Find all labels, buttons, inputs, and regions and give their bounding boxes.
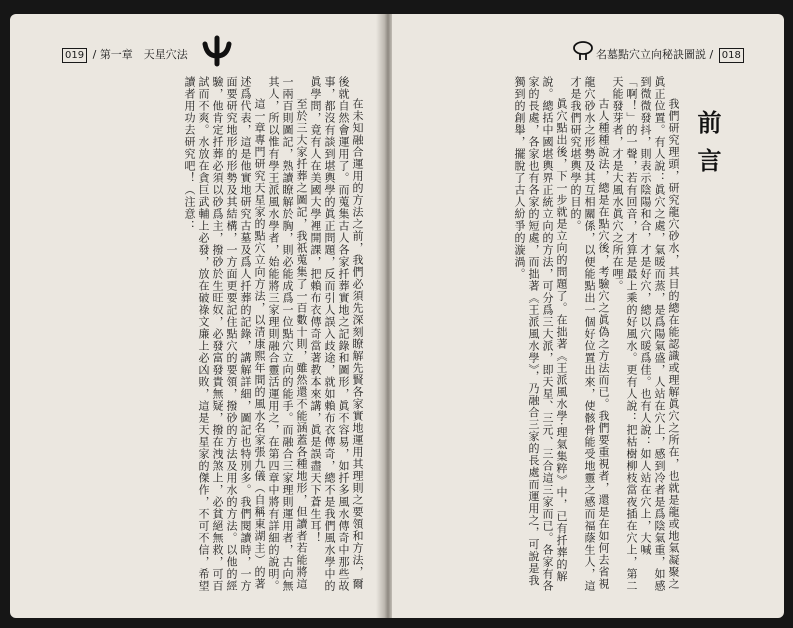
left-paragraph: 這一章專門研究天星家的點穴立向方法，以清康熙年間的風水名家張九儀（自稱東湖主）的著述爲代表，這是他實地研究古墓及爲人扦葬的記錄，講解詳細，圖記也特別多。我們閱讀時，一方面要研究地形的形勢及其結構，一方面更要記住點穴的要領，撥砂的方法及用水的方法。以他的經驗，他肯定扦葬必須以砂爲主，撥砂於生旺奴，必發富發貴無疑，撥在洩煞上，必貧絕無救，可百試而不爽。水放在貪巨武輔上必發，放在破祿文廉上必凶敗，這是天星家的傑作，不可不信，希望讀者用功去研究吧！（注意：	[183, 76, 266, 592]
chapter-header: 第一章 天星穴法	[99, 48, 188, 61]
right-page	[392, 14, 784, 618]
chapter-emblem-icon	[200, 34, 234, 68]
left-page	[10, 14, 384, 618]
left-page-number: 019	[62, 48, 87, 63]
book-emblem-icon	[572, 40, 594, 62]
preface-title: 前言	[693, 110, 722, 186]
left-page-body	[32, 76, 364, 596]
book-header: 名墓點穴立向秘訣圖説	[596, 48, 706, 61]
right-paragraph: 古人種種說法，總是在點穴後，考驗穴之眞偽之方法而已。我們要重視者，還是在如何去省視龍穴砂水之形勢及其互相關係，以便能點出一個好位置出來，使骸骨能受地靈之感而福蔭生人，這才是我們研究堪輿學的目的。	[569, 76, 610, 592]
left-paragraph: 至於三大家扦葬之圖記，我祇蒐集了一百數十則，雖然還不能涵蓋各種地形，但讀者若能將這一兩百則圖記，熟讀瞭解於胸，則必能成爲一位點穴立向的能手。而融合三家理則運用者，古向無其人，所以惟有學王派風水學者，始能將三家理則融合靈活運用之，在第四章中將有詳細的說明。	[267, 76, 308, 592]
left-paragraph: 在未知融合運用的方法之前，我們必須先深刻瞭解先賢各家實地運用其理則之要領和方法，爾後就自然會運用了。而蒐集古人各家扦葬實地之記錄和圖形，眞不容易，如扦多風水傳奇中那些故事，都沒有談到堪輿學的眞正問題，反而引人誤入歧途，就如賴布衣傳奇，總不是我們風水學中的眞學問，竟有人在美國大學裡開課，把賴布衣傳奇當著教本來講，眞是誤盡天下蒼生耳！	[309, 76, 364, 592]
left-page-header: 019 / 第一章 天星穴法	[60, 46, 188, 63]
right-page-body	[416, 76, 680, 596]
right-paragraph: 我們研究理頭，研究龍穴砂水，其目的總在能認識或理解眞穴之所在，也就是龍或地氣凝聚之眞正位置。有人說：眞穴之處，氣暖而蒸，是爲陽氣盛，人站在穴上，感到冷者是爲陰氣重，如感到微微發抖，則表示陰陽和合，才是好穴，總以穴暖爲佳。也有人說：如人站在穴上，大喊「啊！」的一聲，若有回音，才算是最上乘的好風水。更有人說：把枯樹柳枝當夜插在穴上，第二天能發芽者，才是大風水眞穴之所在哩。	[611, 76, 680, 592]
right-paragraph: 眞穴點出後，下一步就是立向的問題了。在拙著《王派風水學·理氣集粹》中，已有扦葬的解說。總括中國堪輿界正統立向的方法，可分爲三大派，即天星、三元、三合這三家而已。各家有各家的長處，各家也有各家的短處，而拙著《王派風水學》，乃融合三家的長處而運用之，可說是我獨到的創舉，擺脫了古人紛爭的漩渦。	[513, 76, 568, 592]
right-page-header: 名墓點穴立向秘訣圖説 / 018	[596, 46, 746, 63]
right-page-number: 018	[719, 48, 744, 63]
